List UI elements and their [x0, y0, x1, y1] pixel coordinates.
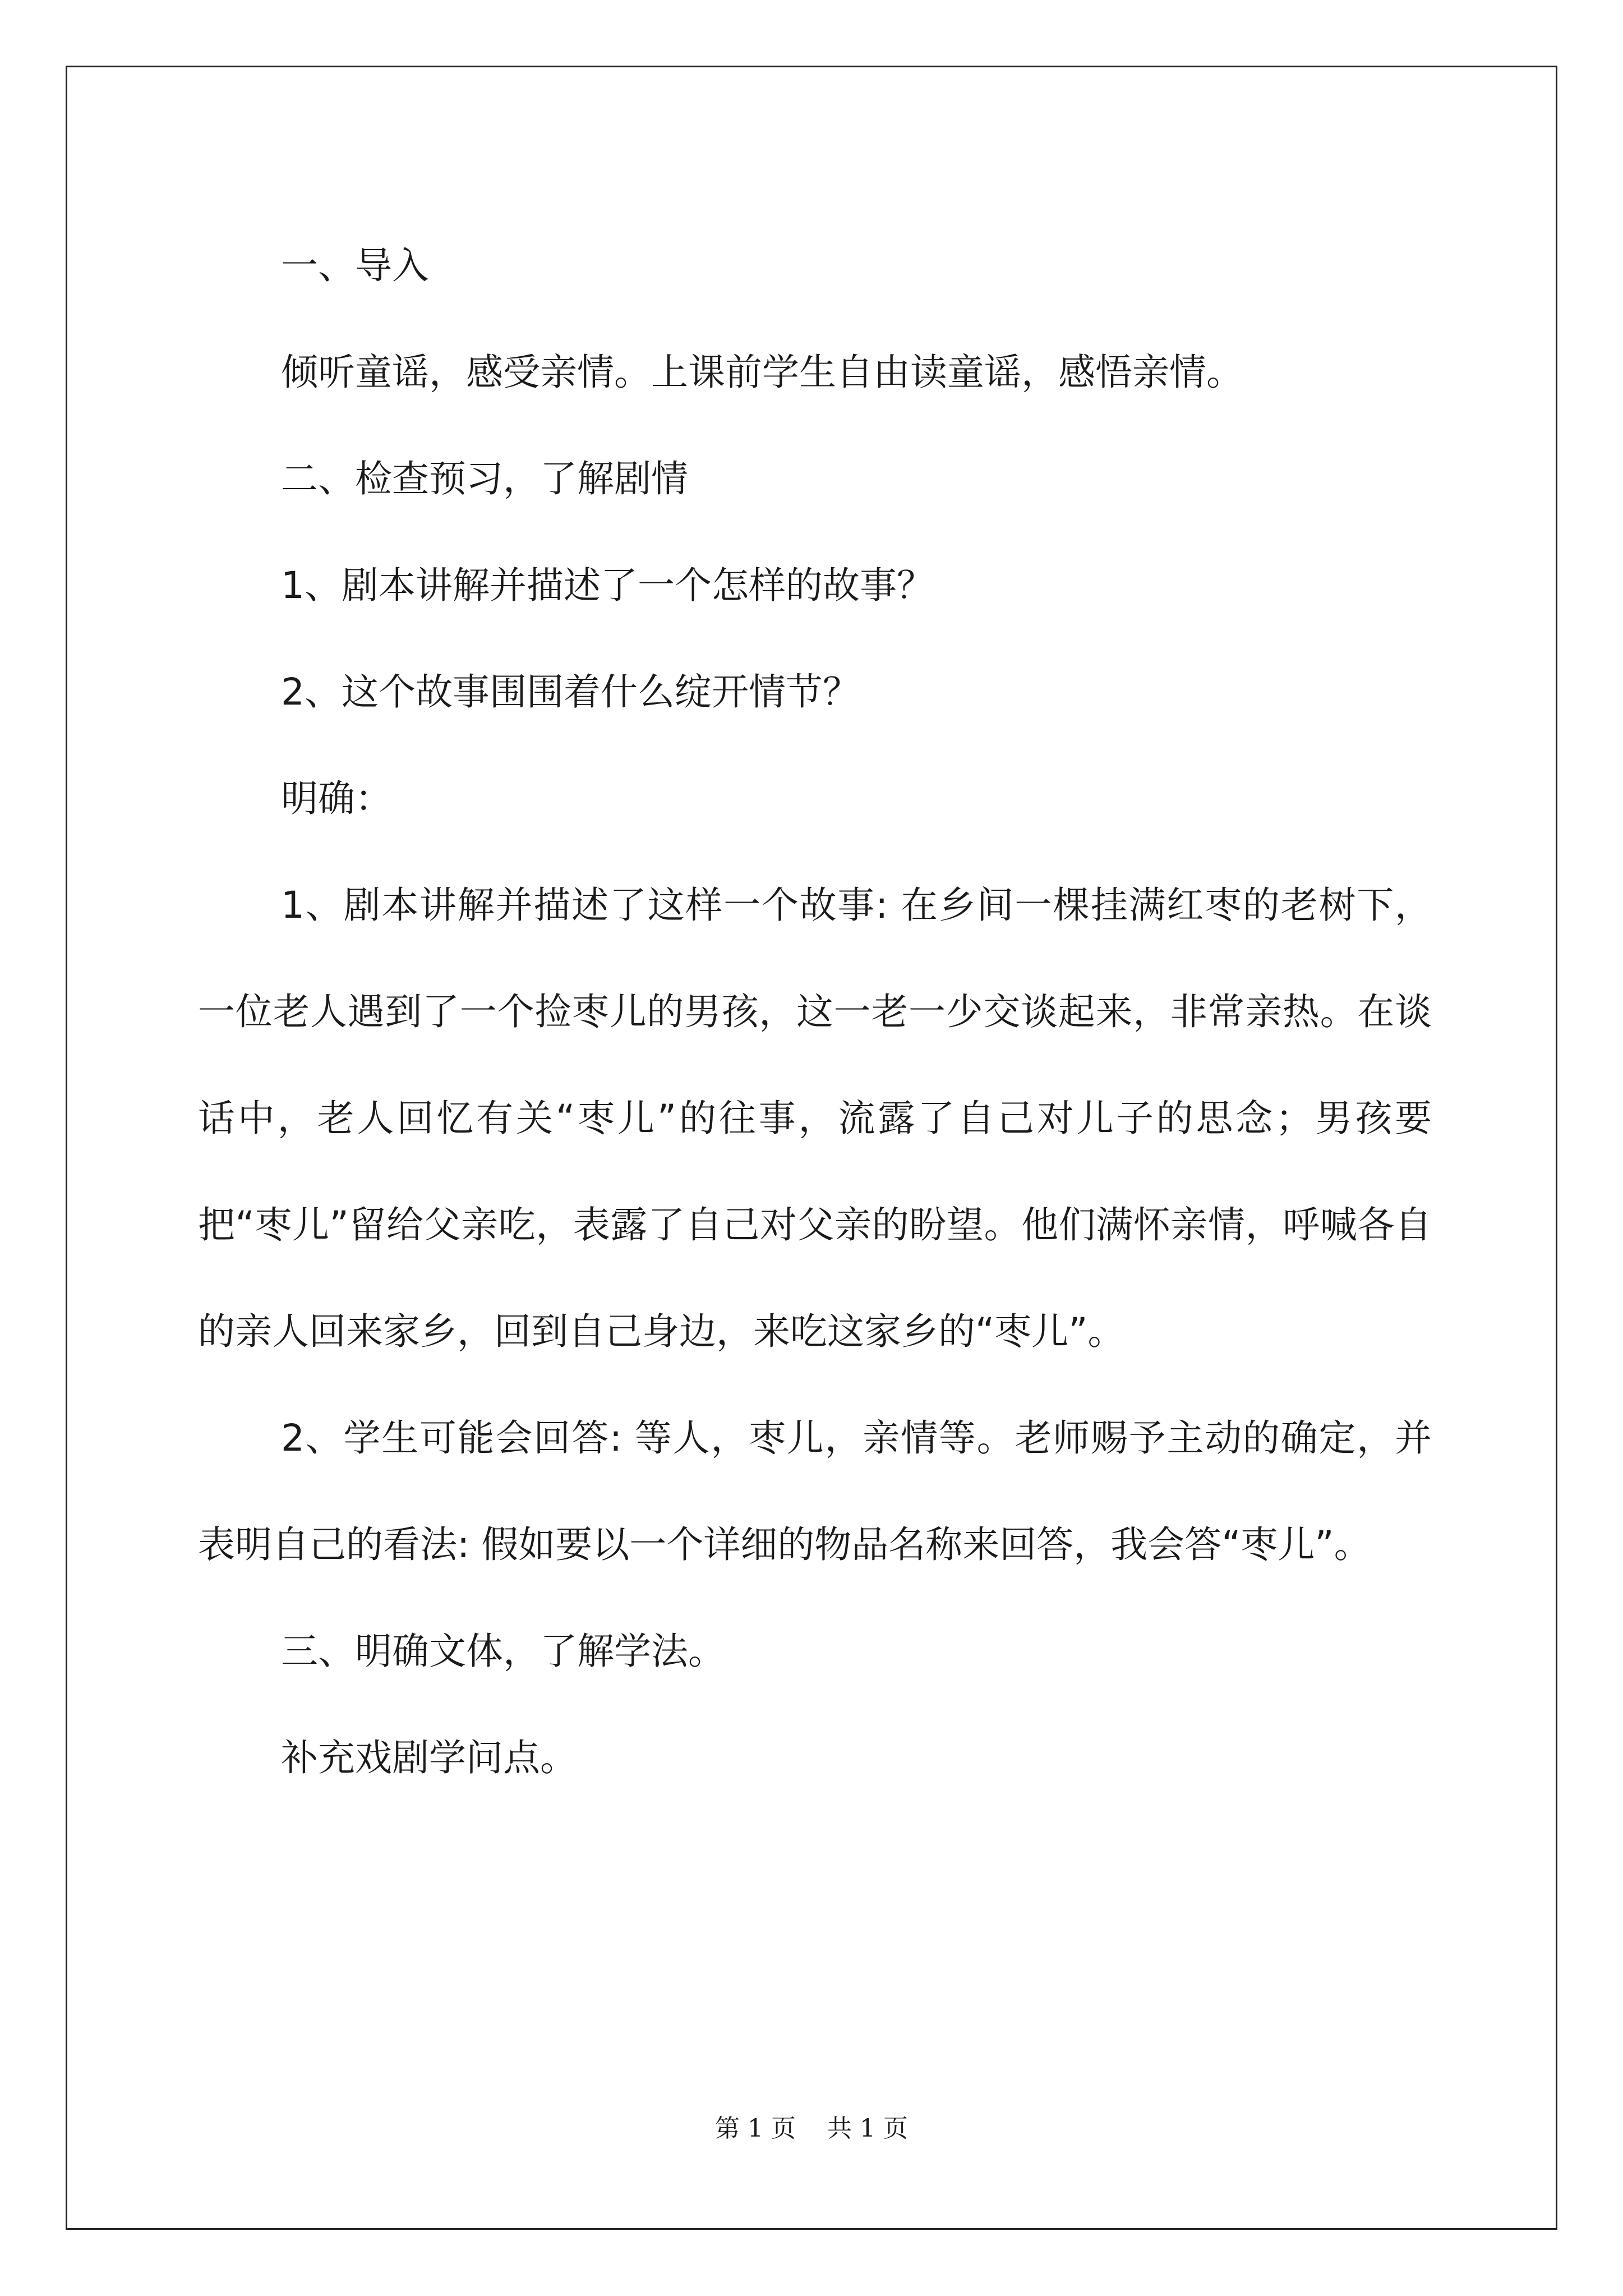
- paragraph-question-1: 1、剧本讲解并描述了一个怎样的故事？: [281, 564, 934, 607]
- paragraph-intro-text: 倾听童谣，感受亲情。上课前学生自由读童谣，感悟亲情。: [281, 351, 1243, 394]
- document-body: [198, 213, 1432, 1811]
- paragraph-preview-heading: 二、检查预习，了解剧情: [281, 457, 688, 500]
- paragraph-intro-heading: 一、导入: [281, 244, 429, 287]
- paragraph-question-2: 2、这个故事围围着什么绽开情节？: [281, 670, 860, 714]
- paragraph-genre-heading: 三、明确文体，了解学法。: [281, 1630, 725, 1673]
- page-number-footer: 第 1 页 共 1 页: [715, 2114, 908, 2143]
- paragraph-answer-1: 1、剧本讲解并描述了这样一个故事: 在乡间一棵挂满红枣的老树下，一位老人遇到了一个捡枣儿的男孩，这一老一少交谈起来，非常亲热。在谈话中，老人回忆有关“枣儿”的往事，流露了自己对儿子的思念；男孩要把“枣儿”留给父亲吃，表露了自己对父亲的盼望。他们满怀亲情，呼喊各自的亲人回来家乡，回到自己身边，来吃这家乡的“枣儿”。: [198, 884, 1432, 1353]
- paragraph-answer-2: 2、学生可能会回答: 等人，枣儿，亲情等。老师赐予主动的确定，并表明自己的看法: 假如要以一个详细的物品名称来回答，我会答“枣儿”。: [198, 1416, 1432, 1566]
- paragraph-supplement: 补充戏剧学问点。: [281, 1736, 577, 1779]
- paragraph-clarify-label: 明确：: [281, 777, 392, 820]
